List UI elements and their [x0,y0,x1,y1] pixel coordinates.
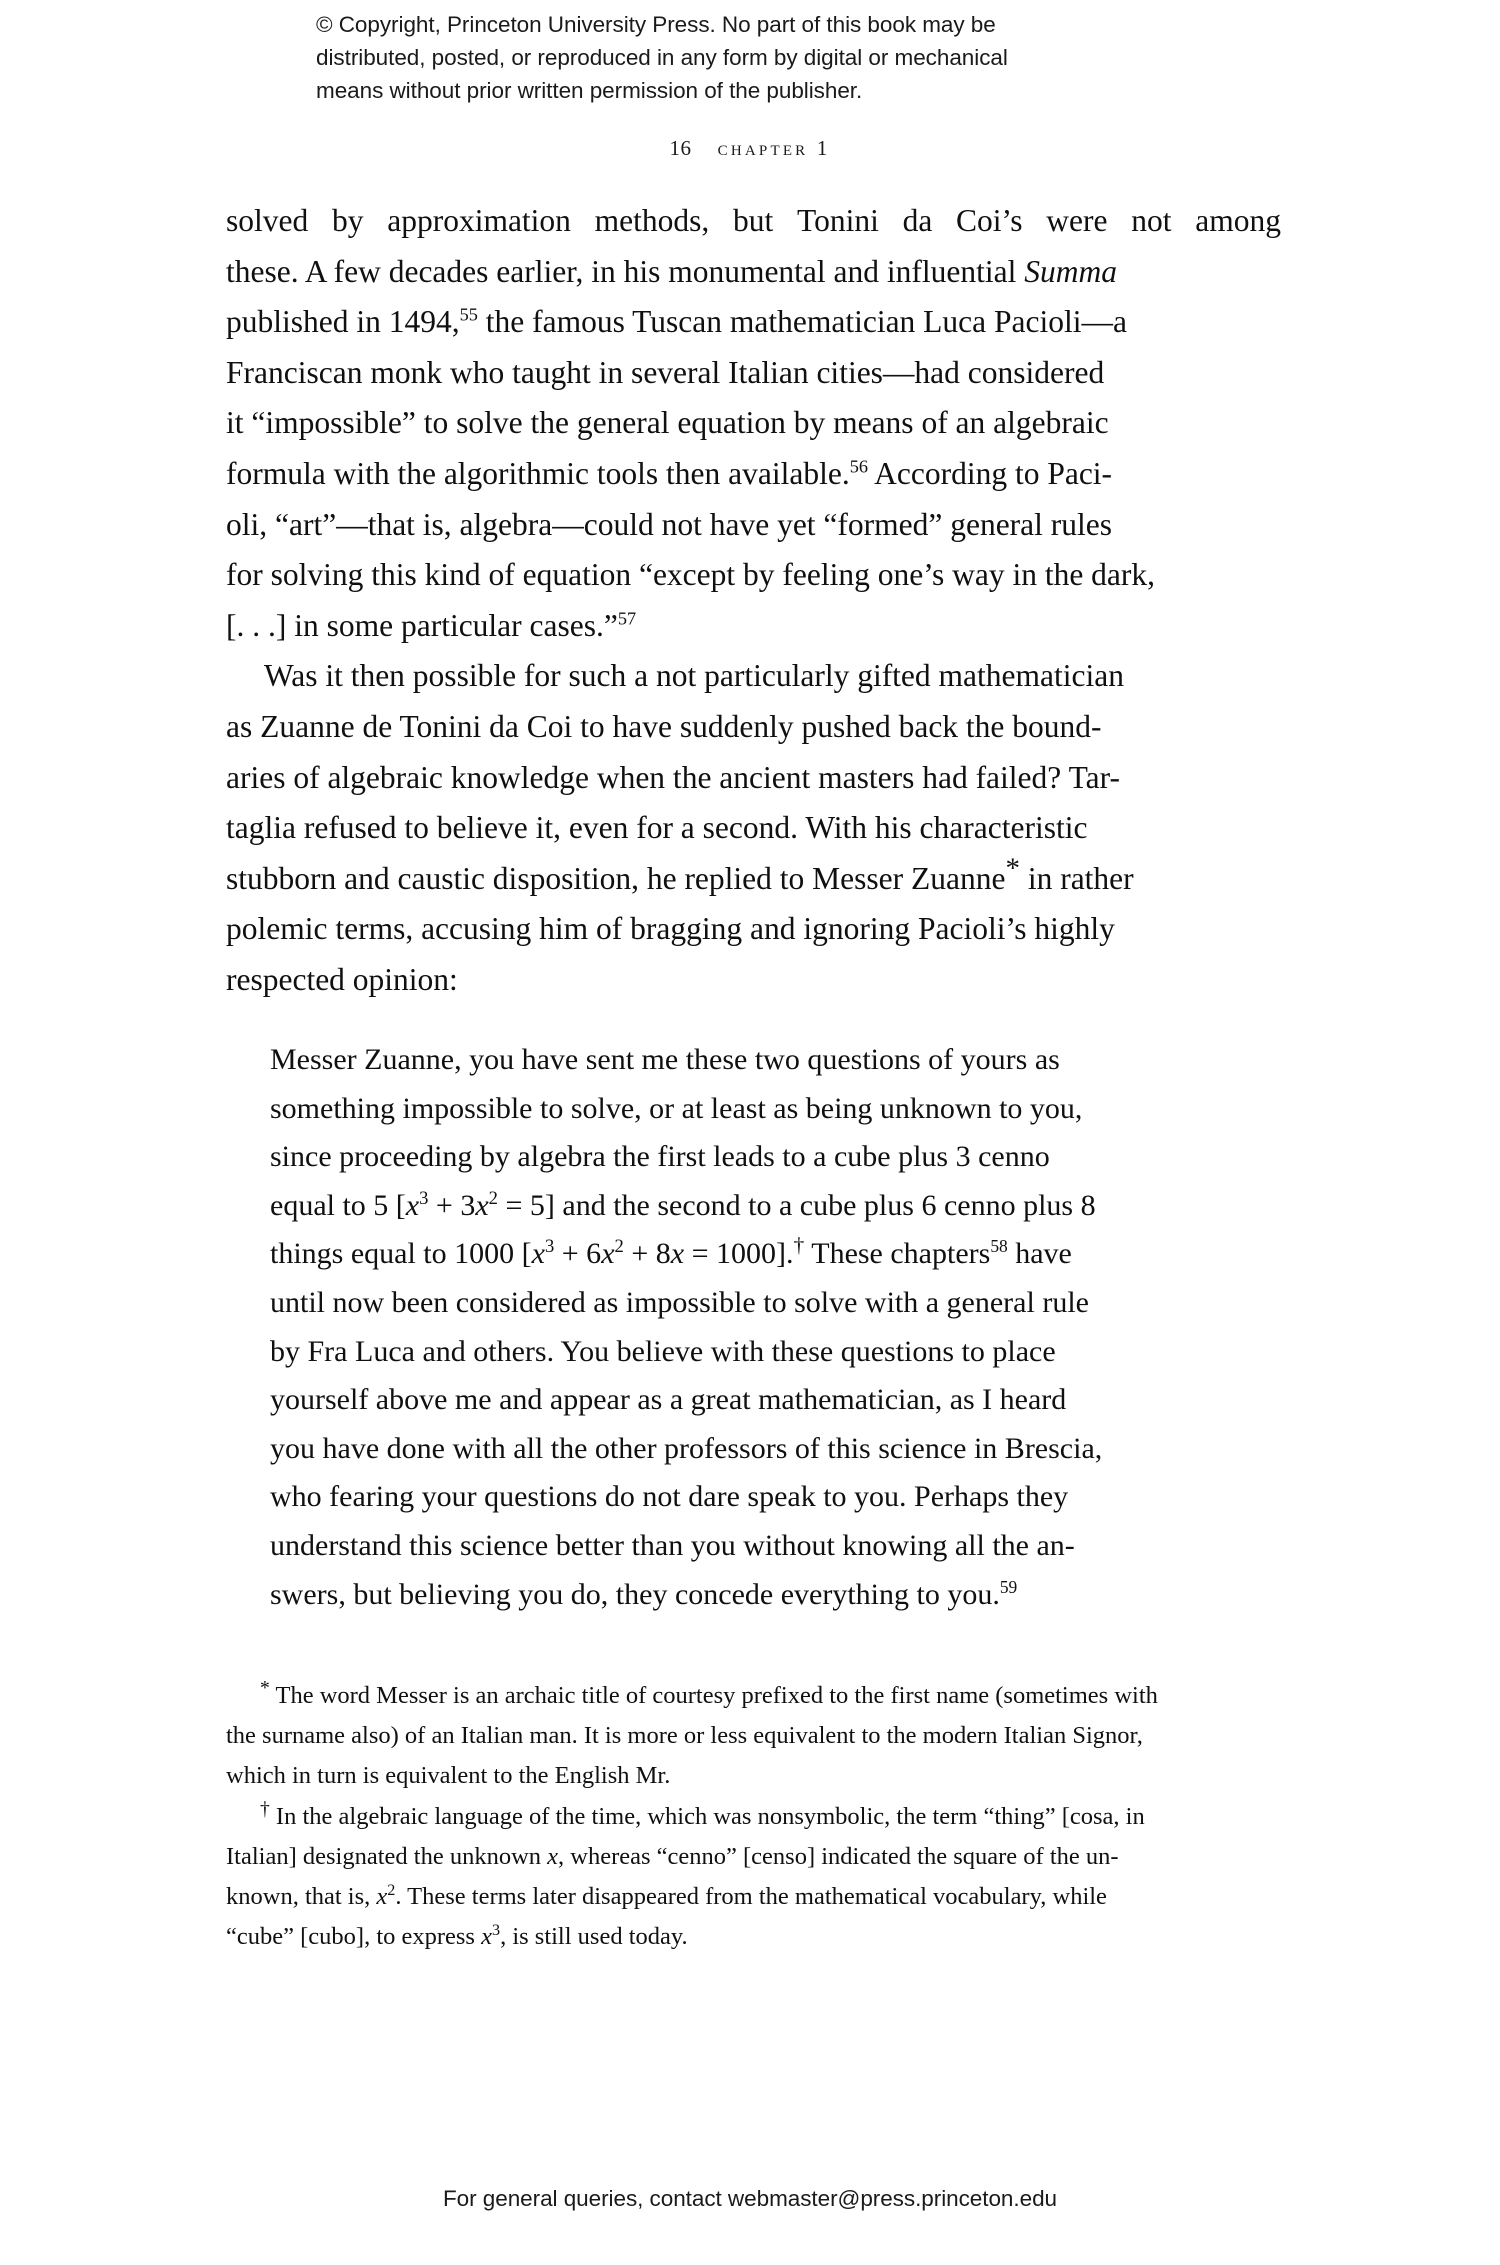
footnote-ref-dagger[interactable]: † [793,1233,805,1258]
word: Coi’s [956,203,1023,238]
line-text: formula with the algorithmic tools then available. [226,455,850,491]
line-text: published in 1494, [226,304,460,340]
running-head [0,136,1500,161]
footnote-line [226,1797,1281,1837]
paragraph-1 [226,196,1281,651]
math-x-squared: $x^2$ [376,1881,396,1911]
text-line [226,196,1281,247]
main-text-block [226,196,1281,1006]
footnote-line [226,1676,1281,1716]
word: by [331,203,364,238]
quote-line: who fearing your questions do not dare speak to you. Perhaps they [270,1480,1069,1514]
copyright-line-3: means without prior written permission of the publisher. [316,78,863,103]
line-text: These chapters [804,1237,991,1271]
line-text: the famous Tuscan mathematician Luca Pacioli—a [477,304,1127,340]
copyright-notice [316,8,1196,107]
line-text: The word Messer is an archaic title of courtesy prefixed to the first name (sometimes with [269,1682,1158,1709]
word: among [1195,203,1281,238]
text-line [226,449,1281,500]
quote-line [270,1182,1280,1231]
page-footer: For general queries, contact webmaster@press.princeton.edu [442,2186,1057,2211]
line-text: In the algebraic language of the time, which was nonsymbolic, the term “thing” [cosa, in [269,1802,1145,1830]
word: but [733,203,774,238]
footnote-marker-asterisk: * [260,1677,270,1699]
chapter-title: chapter 1 [717,136,831,160]
quote-line [270,1230,1280,1279]
paragraph-2 [226,651,1281,1005]
page-number: 16 [669,136,692,160]
text-line: respected opinion: [226,961,458,997]
text-line [226,297,1281,348]
text-line: oli, “art”—that is, algebra—could not have yet “formed” general rules [226,506,1113,542]
quote-line [270,1571,1280,1620]
math-x-cubed: $x^3$ [481,1922,501,1951]
footnotes-area [226,1676,1281,1957]
quote-line: you have done with all the other professors of this science in Brescia, [270,1431,1103,1465]
line-text: known, that is, [226,1883,377,1911]
line-text: , whereas “cenno” [censo] indicated the square of the un- [558,1842,1119,1870]
math-variable-x: x [547,1842,559,1870]
text-line: for solving this kind of equation “except by feeling one’s way in the dark, [226,557,1156,593]
text-line: it “impossible” to solve the general equation by means of an algebraic [226,405,1109,441]
line-text: “cube” [cubo], to express [226,1923,482,1951]
copyright-line-1: © Copyright, Princeton University Press. No part of this book may be [316,12,996,37]
footnote-line [226,1837,1281,1877]
text-line [226,854,1281,905]
footnote-line [226,1877,1281,1917]
word: da [902,203,933,238]
footnote-line: the surname also) of an Italian man. It is more or less equivalent to the modern Italian Signor, [226,1722,1143,1750]
footnote-asterisk [226,1676,1281,1797]
text-line: aries of algebraic knowledge when the ancient masters had failed? Tar- [226,759,1120,795]
line-text: Italian] designated the unknown [226,1842,548,1870]
footnote-dagger [226,1797,1281,1958]
equation-cubic-2: $x^3 + 6x^2 + 8x = 1000$ [531,1236,776,1271]
line-text: stubborn and caustic disposition, he replied to Messer Zuanne [226,860,1006,896]
word: methods, [594,203,710,238]
line-text: swers, but believing you do, they concede everything to you. [270,1577,1000,1611]
text-line: polemic terms, accusing him of bragging and ignoring Pacioli’s highly [226,911,1115,947]
line-text: According to Paci- [867,455,1113,491]
quote-line: something impossible to solve, or at least as being unknown to you, [270,1091,1083,1125]
quote-line: until now been considered as impossible to solve with a general rule [270,1285,1089,1319]
word: were [1046,203,1108,238]
line-text: have [1007,1237,1072,1271]
text-line [226,247,1281,298]
footnote-ref-58[interactable]: 58 [990,1236,1008,1257]
line-text: things equal to 1000 [ [270,1237,532,1271]
footnote-ref-asterisk[interactable]: * [1005,852,1020,885]
italic-title-summa: Summa [1024,253,1117,289]
blockquote-container [270,1036,1280,1619]
footnote-line: which in turn is equivalent to the English Mr. [226,1762,671,1790]
text-line: Franciscan monk who taught in several Italian cities—had considered [226,354,1105,390]
word: approximation [387,203,571,238]
word: not [1131,203,1172,238]
line-text: equal to 5 [ [270,1188,406,1222]
quote-line: since proceeding by algebra the first leads to a cube plus 3 cenno [270,1140,1050,1174]
line-text: Was it then possible for such a not particularly gifted mathematician [264,658,1124,694]
tartaglia-quotation [270,1036,1280,1619]
line-text: ] and the second to a cube plus 6 cenno plus 8 [544,1188,1096,1222]
equation-cubic-1: $x^3 + 3x^2 = 5$ [405,1187,545,1222]
footnote-marker-dagger: † [260,1798,270,1820]
footnote-ref-57[interactable]: 57 [617,608,637,629]
quote-line: understand this science better than you without knowing all the an- [270,1528,1075,1562]
line-text: in rather [1019,860,1134,896]
copyright-line-2: distributed, posted, or reproduced in any form by digital or mechanical [316,45,1008,70]
footnote-ref-55[interactable]: 55 [459,304,478,325]
word: solved [226,203,309,238]
quote-line: by Fra Luca and others. You believe with these questions to place [270,1334,1056,1368]
text-line: taglia refused to believe it, even for a second. With his characteristic [226,810,1088,846]
line-text: ]. [775,1237,794,1271]
text-line [226,651,1281,702]
line-text: , is still used today. [500,1923,688,1951]
line-text: . These terms later disappeared from the mathematical vocabulary, while [395,1883,1107,1911]
line-text: [. . .] in some particular cases.” [226,607,618,643]
footnote-ref-56[interactable]: 56 [849,456,868,477]
line-text: these. A few decades earlier, in his monumental and influential [226,253,1025,289]
text-line: as Zuanne de Tonini da Coi to have suddenly pushed back the bound- [226,708,1102,744]
word: Tonini [797,203,879,238]
quote-line: Messer Zuanne, you have sent me these two questions of yours as [270,1043,1060,1076]
footnote-ref-59[interactable]: 59 [999,1576,1018,1597]
text-line [226,601,1281,652]
quote-line: yourself above me and appear as a great mathematician, as I heard [270,1383,1067,1417]
footnote-line [226,1917,1281,1957]
